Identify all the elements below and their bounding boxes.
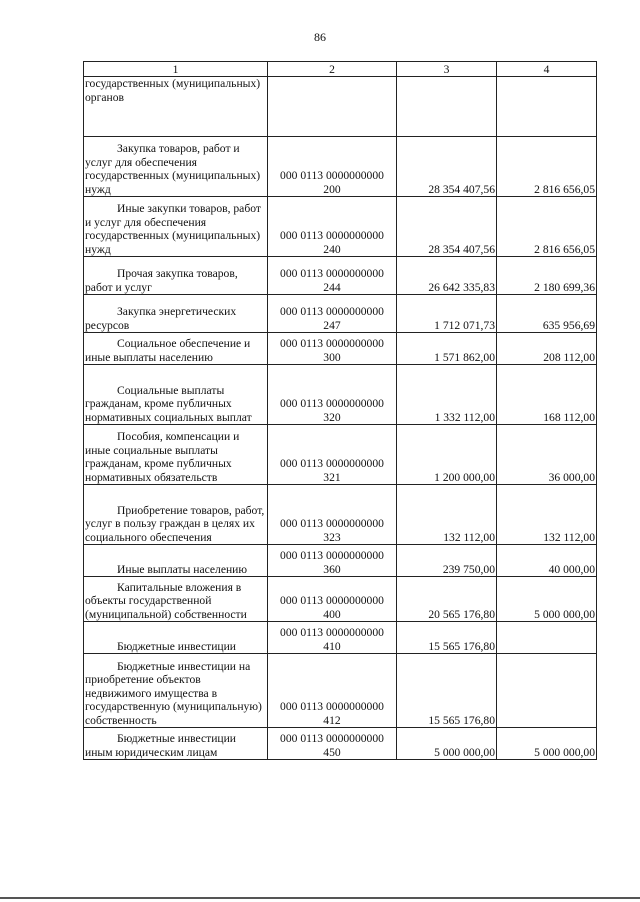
row-expense-type: 247 xyxy=(323,318,341,332)
column-number-1: 1 xyxy=(84,62,268,77)
table-row xyxy=(84,728,597,760)
row-value-col4: 168 112,00 xyxy=(497,365,597,425)
row-name: Капитальные вложения в объекты государственной (муниципальной) собственности xyxy=(85,580,247,621)
row-expense-type: 240 xyxy=(323,242,341,256)
row-expense-type: 300 xyxy=(323,350,341,364)
row-name: Социальное обеспечение и иные выплаты населению xyxy=(85,337,251,364)
row-name-cell xyxy=(84,622,268,654)
table-row xyxy=(84,654,597,728)
table-row xyxy=(84,257,597,295)
row-name: государственных (муниципальных) органов xyxy=(85,77,261,104)
row-name: Закупка товаров, работ и услуг для обеспечения государственных (муниципальных) нужд xyxy=(85,142,261,196)
row-expense-type: 321 xyxy=(323,470,341,484)
row-name: Бюджетные инвестиции иным юридическим лицам xyxy=(85,732,237,759)
table-row xyxy=(84,333,597,365)
table-row xyxy=(84,622,597,654)
row-code-cell xyxy=(268,333,397,365)
table-row xyxy=(84,545,597,577)
row-code: 000 0113 0000000000 xyxy=(280,457,384,470)
row-name-cell xyxy=(84,77,268,137)
row-expense-type: 410 xyxy=(323,639,341,653)
row-name: Пособия, компенсации и иные социальные выплаты гражданам, кроме публичных нормативных обязательств xyxy=(85,430,240,484)
row-code: 000 0113 0000000000 xyxy=(280,397,384,410)
row-value-col3: 1 571 862,00 xyxy=(397,333,497,365)
row-value-col4: 635 956,69 xyxy=(497,295,597,333)
row-value-col3 xyxy=(397,77,497,137)
table-row xyxy=(84,365,597,425)
row-code-cell xyxy=(268,197,397,257)
column-number-3: 3 xyxy=(397,62,497,77)
row-code: 000 0113 0000000000 xyxy=(280,305,384,318)
row-value-col3: 1 200 000,00 xyxy=(397,425,497,485)
row-name-cell xyxy=(84,197,268,257)
row-expense-type: 360 xyxy=(323,562,341,576)
row-value-col4 xyxy=(497,77,597,137)
row-code-cell xyxy=(268,77,397,137)
row-value-col3: 15 565 176,80 xyxy=(397,654,497,728)
row-name: Бюджетные инвестиции xyxy=(117,639,237,653)
row-value-col3: 28 354 407,56 xyxy=(397,197,497,257)
table-row xyxy=(84,137,597,197)
row-name-cell xyxy=(84,365,268,425)
row-code-cell xyxy=(268,728,397,760)
row-value-col3: 239 750,00 xyxy=(397,545,497,577)
row-code: 000 0113 0000000000 xyxy=(280,594,384,607)
column-number-4: 4 xyxy=(497,62,597,77)
row-value-col4: 2 180 699,36 xyxy=(497,257,597,295)
column-number-2: 2 xyxy=(268,62,397,77)
row-value-col4: 2 816 656,05 xyxy=(497,137,597,197)
row-code: 000 0113 0000000000 xyxy=(280,549,384,562)
row-expense-type: 323 xyxy=(323,530,341,544)
row-name: Иные закупки товаров, работ и услуг для обеспечения государственных (муниципальных) нужд xyxy=(85,202,261,256)
table-row xyxy=(84,77,597,137)
row-code: 000 0113 0000000000 xyxy=(280,229,384,242)
row-code: 000 0113 0000000000 xyxy=(280,700,384,713)
row-value-col3: 15 565 176,80 xyxy=(397,622,497,654)
table-row xyxy=(84,295,597,333)
row-name-cell xyxy=(84,425,268,485)
row-value-col3: 5 000 000,00 xyxy=(397,728,497,760)
row-name: Закупка энергетических ресурсов xyxy=(85,305,237,332)
budget-table-body xyxy=(84,62,597,760)
row-name: Прочая закупка товаров, работ и услуг xyxy=(85,267,238,294)
row-code: 000 0113 0000000000 xyxy=(280,267,384,280)
row-code-cell xyxy=(268,365,397,425)
row-code: 000 0113 0000000000 xyxy=(280,337,384,350)
row-expense-type: 450 xyxy=(323,745,341,759)
row-value-col3: 20 565 176,80 xyxy=(397,577,497,622)
row-name-cell xyxy=(84,545,268,577)
row-name: Бюджетные инвестиции на приобретение объектов недвижимого имущества в государственную (муниципальную) собственность xyxy=(85,659,262,727)
row-value-col3: 1 332 112,00 xyxy=(397,365,497,425)
row-name-cell xyxy=(84,577,268,622)
row-value-col4: 208 112,00 xyxy=(497,333,597,365)
row-code-cell xyxy=(268,295,397,333)
row-name-cell xyxy=(84,485,268,545)
row-value-col4: 132 112,00 xyxy=(497,485,597,545)
row-name-cell xyxy=(84,137,268,197)
scan-bottom-edge xyxy=(0,897,640,899)
table-row xyxy=(84,577,597,622)
row-value-col4 xyxy=(497,622,597,654)
row-value-col4: 40 000,00 xyxy=(497,545,597,577)
row-code-cell xyxy=(268,654,397,728)
table-row xyxy=(84,197,597,257)
row-code: 000 0113 0000000000 xyxy=(280,517,384,530)
row-expense-type: 244 xyxy=(323,280,341,294)
row-value-col4 xyxy=(497,654,597,728)
row-name-cell xyxy=(84,295,268,333)
row-code: 000 0113 0000000000 xyxy=(280,732,384,745)
row-expense-type: 412 xyxy=(323,713,341,727)
row-value-col3: 132 112,00 xyxy=(397,485,497,545)
row-value-col3: 28 354 407,56 xyxy=(397,137,497,197)
row-name: Приобретение товаров, работ, услуг в пользу граждан в целях их социального обеспечения xyxy=(85,503,265,544)
row-value-col4: 5 000 000,00 xyxy=(497,577,597,622)
row-expense-type: 400 xyxy=(323,607,341,621)
table-row xyxy=(84,485,597,545)
row-expense-type: 200 xyxy=(323,182,341,196)
row-code-cell xyxy=(268,545,397,577)
row-code-cell xyxy=(268,257,397,295)
row-code: 000 0113 0000000000 xyxy=(280,626,384,639)
column-number-row xyxy=(84,62,597,77)
row-code-cell xyxy=(268,622,397,654)
row-value-col3: 1 712 071,73 xyxy=(397,295,497,333)
row-name-cell xyxy=(84,728,268,760)
row-name-cell xyxy=(84,257,268,295)
budget-table xyxy=(83,61,597,760)
row-value-col3: 26 642 335,83 xyxy=(397,257,497,295)
table-row xyxy=(84,425,597,485)
row-value-col4: 5 000 000,00 xyxy=(497,728,597,760)
row-name-cell xyxy=(84,654,268,728)
row-code-cell xyxy=(268,425,397,485)
row-code: 000 0113 0000000000 xyxy=(280,169,384,182)
row-code-cell xyxy=(268,137,397,197)
row-value-col4: 2 816 656,05 xyxy=(497,197,597,257)
row-name: Социальные выплаты гражданам, кроме публичных нормативных социальных выплат xyxy=(85,383,252,424)
row-code-cell xyxy=(268,577,397,622)
row-name: Иные выплаты населению xyxy=(117,562,248,576)
row-value-col4: 36 000,00 xyxy=(497,425,597,485)
row-expense-type: 320 xyxy=(323,410,341,424)
row-name-cell xyxy=(84,333,268,365)
row-code-cell xyxy=(268,485,397,545)
page-number: 86 xyxy=(314,30,326,44)
